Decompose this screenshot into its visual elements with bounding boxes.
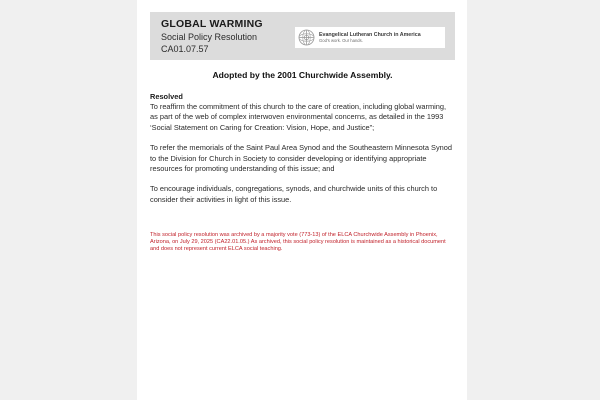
- document-code: CA01.07.57: [161, 44, 209, 54]
- resolution-paragraph: To encourage individuals, congregations, synods, and churchwide units of this church to consider their activities in light of this issue.: [150, 184, 438, 204]
- resolution-paragraph: To refer the memorials of the Saint Paul Area Synod and the Southeastern Minnesota Synod to the Division for Church in Society to consider developing or identifying appropriate resources for promoting understanding of this issue; and: [150, 143, 452, 174]
- page-title: GLOBAL WARMING: [161, 18, 263, 30]
- logo-wordmark: [319, 32, 421, 44]
- elca-cross-globe-icon: [298, 29, 315, 46]
- document-body: [150, 70, 455, 215]
- elca-logo-lockup: [295, 27, 445, 48]
- organization-tagline: God's work. Our hands.: [319, 38, 363, 43]
- adopted-statement: Adopted by the 2001 Churchwide Assembly.: [212, 70, 393, 80]
- resolved-heading: Resolved: [150, 92, 183, 101]
- organization-name: Evangelical Lutheran Church in America: [319, 31, 421, 38]
- document-subtitle: Social Policy Resolution: [161, 32, 258, 42]
- archive-notice: This social policy resolution was archived by a majority vote (773-13) of the ELCA Churchwide Assembly in Phoenix, Arizona, on July 29, 2025 (CA22.01.05.) As archived, this social policy resolution is maintained as a historical document and does not represent current ELCA social teaching.: [150, 232, 446, 253]
- document-page: [137, 0, 467, 400]
- resolution-paragraph: To reaffirm the commitment of this church to the care of creation, including global warming, as part of the web of complex interwoven environmental concerns, as detailed in the 1993 ‘Social Statement on Caring for Creation: Vision, Hope, and Justice”;: [150, 102, 447, 132]
- masthead-text-block: [161, 18, 263, 55]
